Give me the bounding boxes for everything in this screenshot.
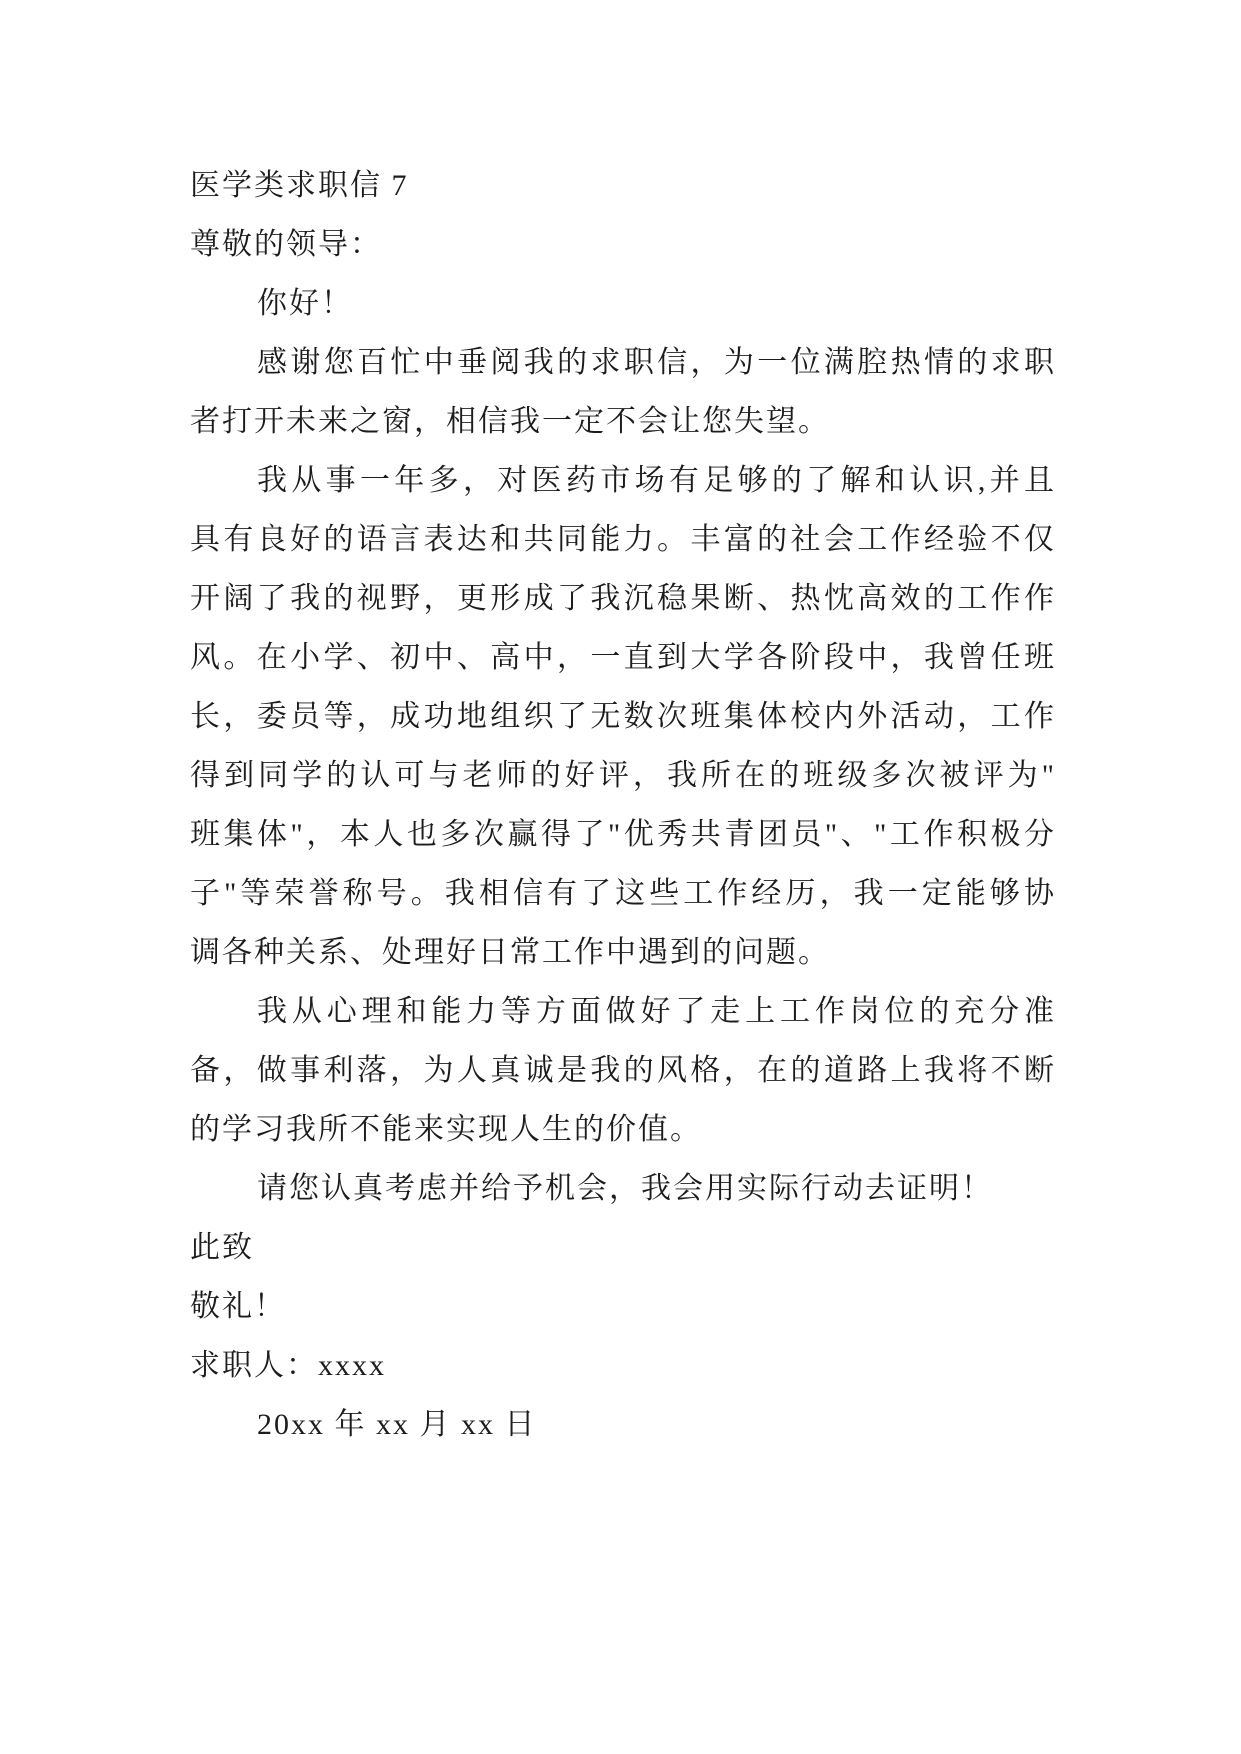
paragraph-line: 得到同学的认可与老师的好评，我所在的班级多次被评为" [190, 759, 1056, 792]
paragraph-line: 请您认真考虑并给予机会，我会用实际行动去证明！ [257, 1172, 993, 1205]
signature-line: 求职人：xxxx [190, 1349, 386, 1382]
paragraph-line: 我从心理和能力等方面做好了走上工作岗位的充分准 [257, 995, 1056, 1028]
paragraph-line: 风。在小学、初中、高中，一直到大学各阶段中，我曾任班 [190, 641, 1056, 674]
greeting-line: 你好！ [257, 287, 353, 320]
paragraph-line: 调各种关系、处理好日常工作中遇到的问题。 [190, 936, 830, 969]
date-line: 20xx 年 xx 月 xx 日 [257, 1408, 537, 1441]
document-title: 医学类求职信 7 [190, 169, 409, 202]
paragraph-line: 长，委员等，成功地组织了无数次班集体校内外活动，工作 [190, 700, 1056, 733]
paragraph-line: 备，做事利落，为人真诚是我的风格，在的道路上我将不断 [190, 1054, 1056, 1087]
paragraph-line: 我从事一年多，对医药市场有足够的了解和认识,并且 [257, 464, 1056, 497]
letter-body [190, 156, 1056, 1454]
paragraph-line: 具有良好的语言表达和共同能力。丰富的社会工作经验不仅 [190, 523, 1056, 556]
closing-line: 此致 [190, 1231, 254, 1264]
paragraph-line: 者打开未来之窗，相信我一定不会让您失望。 [190, 405, 830, 438]
paragraph-line: 开阔了我的视野，更形成了我沉稳果断、热忱高效的工作作 [190, 582, 1056, 615]
paragraph-line: 感谢您百忙中垂阅我的求职信，为一位满腔热情的求职 [257, 346, 1056, 379]
regards-line: 敬礼！ [190, 1290, 286, 1323]
paragraph-line: 子"等荣誉称号。我相信有了这些工作经历，我一定能够协 [190, 877, 1056, 910]
salutation: 尊敬的领导： [190, 228, 382, 261]
paragraph-line: 班集体"，本人也多次赢得了"优秀共青团员"、"工作积极分 [190, 818, 1056, 851]
paragraph-line: 的学习我所不能来实现人生的价值。 [190, 1113, 702, 1146]
